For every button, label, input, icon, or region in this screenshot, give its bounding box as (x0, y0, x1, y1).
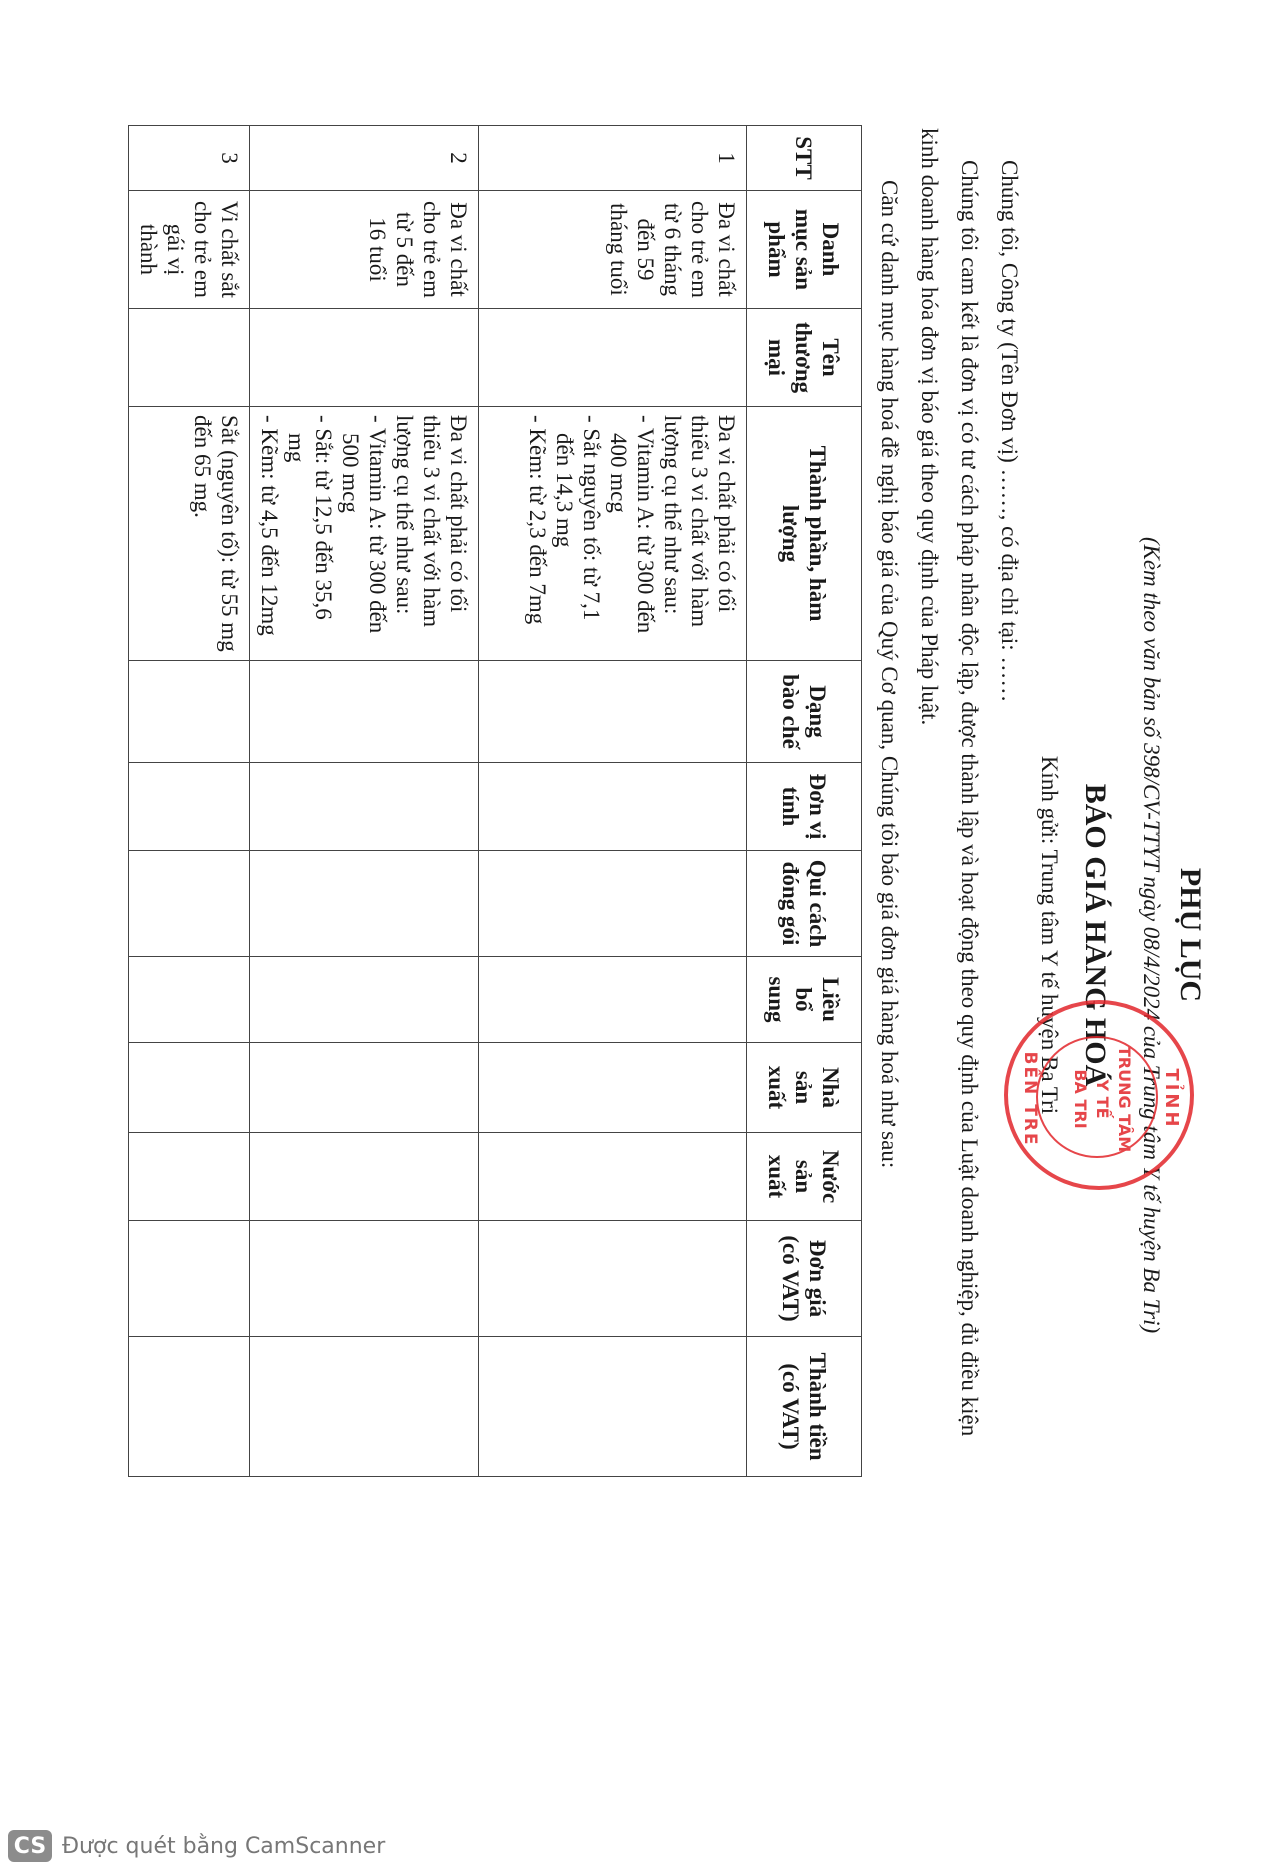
seal-text-line: TRUNG TÂM (1115, 1045, 1134, 1153)
composition-line: 400 mcg (606, 433, 631, 513)
seal-text-bottom: BẾN TRE (1020, 1051, 1040, 1147)
appendix-subtitle: (Kèm theo văn bản số 398/CV-TTYT ngày 08/4/2024 của Trung tâm Y tế huyện Ba Tri) (1139, 536, 1164, 1334)
row-trade-name (129, 309, 250, 407)
composition-line: Đa vi chất phải có tối thiểu 3 vi chất với hàm lượng cụ thể như sau: (392, 415, 471, 628)
col-header: Liều bổ sung (747, 957, 862, 1043)
row-manufacturer (129, 1043, 250, 1133)
row-unit (129, 763, 250, 851)
composition-line: - Kẽm: từ 4,5 đến 12mg (257, 415, 282, 636)
row-manufacturer (479, 1043, 747, 1133)
row-dosage-form (479, 661, 747, 763)
seal-text-line: Y TẾ (1093, 1079, 1112, 1119)
row-total (129, 1337, 250, 1477)
row-country (250, 1133, 479, 1221)
col-header: Đơn giá (có VAT) (747, 1221, 862, 1337)
commitment-line-1: Chúng tôi cam kết là đơn vị có tư cách pháp nhân độc lập, được thành lập và hoạt động theo quy định của Luật doanh nghiệp, đủ điều kiện (957, 160, 982, 1437)
row-composition (250, 407, 479, 661)
row-dose (129, 957, 250, 1043)
row-packaging (129, 851, 250, 957)
table-header-row (747, 126, 862, 1477)
composition-line: mg (284, 433, 309, 463)
col-header: Qui cách đóng gói (747, 851, 862, 957)
row-dosage-form (250, 661, 479, 763)
row-manufacturer (250, 1043, 479, 1133)
row-dose (479, 957, 747, 1043)
composition-line: Đa vi chất phải có tối thiểu 3 vi chất với hàm lượng cụ thể như sau: (660, 415, 739, 628)
row-category: Đa vi chất cho trẻ em từ 5 đến 16 tuổi (250, 191, 479, 309)
col-header: Thành phần, hàm lượng (747, 407, 862, 661)
row-unit (479, 763, 747, 851)
col-header: Nhà sản xuất (747, 1043, 862, 1133)
quote-title: BÁO GIÁ HÀNG HOÁ (1079, 783, 1112, 1087)
row-category: Đa vi chất cho trẻ em từ 6 tháng đến 59 tháng tuổi (479, 191, 747, 309)
composition-line: 500 mcg (338, 433, 363, 513)
row-stt: 1 (479, 126, 747, 191)
watermark-text: Được quét bằng CamScanner (62, 1833, 386, 1859)
seal-text-line: BA TRI (1071, 1069, 1090, 1129)
row-packaging (479, 851, 747, 957)
row-total (250, 1337, 479, 1477)
row-unit-price (479, 1221, 747, 1337)
row-composition (129, 407, 250, 661)
col-header: Đơn vị tính (747, 763, 862, 851)
col-header: STT (747, 126, 862, 191)
composition-line: đến 14,3 mg (552, 433, 577, 548)
row-composition (479, 407, 747, 661)
row-country (479, 1133, 747, 1221)
quote-table (128, 125, 862, 1477)
appendix-title: PHỤ LỤC (1174, 867, 1207, 1003)
camscanner-watermark (8, 1830, 385, 1862)
composition-line: Sắt (nguyên tố): từ 55 mg đến 65 mg. (190, 415, 242, 652)
row-dosage-form (129, 661, 250, 763)
row-total (479, 1337, 747, 1477)
recipient-line: Kính gửi: Trung tâm Y tế huyện Ba Tri (1037, 755, 1062, 1115)
composition-line: - Sắt: từ 12,5 đến 35,6 (311, 415, 336, 620)
official-seal (1004, 1000, 1194, 1190)
composition-line: - Sắt nguyên tố: từ 7,1 (579, 415, 604, 621)
row-country (129, 1133, 250, 1221)
row-packaging (250, 851, 479, 957)
row-unit-price (129, 1221, 250, 1337)
composition-line: - Kẽm: từ 2,3 đến 7mg (525, 415, 550, 625)
row-unit (250, 763, 479, 851)
composition-line: - Vitamin A: từ 300 đến (365, 415, 390, 634)
seal-text-top: TỈNH (1161, 1068, 1182, 1130)
row-stt: 3 (129, 126, 250, 191)
col-header: Danh mục sản phẩm (747, 191, 862, 309)
commitment-line-2: kinh doanh hàng hóa đơn vị báo giá theo quy định của Pháp luật. (917, 128, 942, 726)
company-line: Chúng tôi, Công ty (Tên Đơn vị) ……, có địa chỉ tại: …… (997, 160, 1022, 703)
table-row (479, 126, 747, 1477)
row-unit-price (250, 1221, 479, 1337)
table-row (250, 126, 479, 1477)
basis-line: Căn cứ danh mục hàng hoá đề nghị báo giá của Quý Cơ quan, Chúng tôi báo giá đơn giá hàng hoá như sau: (877, 180, 902, 1169)
col-header: Nước sản xuất (747, 1133, 862, 1221)
col-header: Tên thương mại (747, 309, 862, 407)
row-category: Vi chất sắt cho trẻ em gái vị thành (129, 191, 250, 309)
row-dose (250, 957, 479, 1043)
col-header: Thành tiền (có VAT) (747, 1337, 862, 1477)
row-stt: 2 (250, 126, 479, 191)
camscanner-logo-icon: CS (8, 1830, 52, 1862)
col-header: Dạng bào chế (747, 661, 862, 763)
composition-line: - Vitamin A: từ 300 đến (633, 415, 658, 634)
row-trade-name (250, 309, 479, 407)
row-trade-name (479, 309, 747, 407)
table-row (129, 126, 250, 1477)
